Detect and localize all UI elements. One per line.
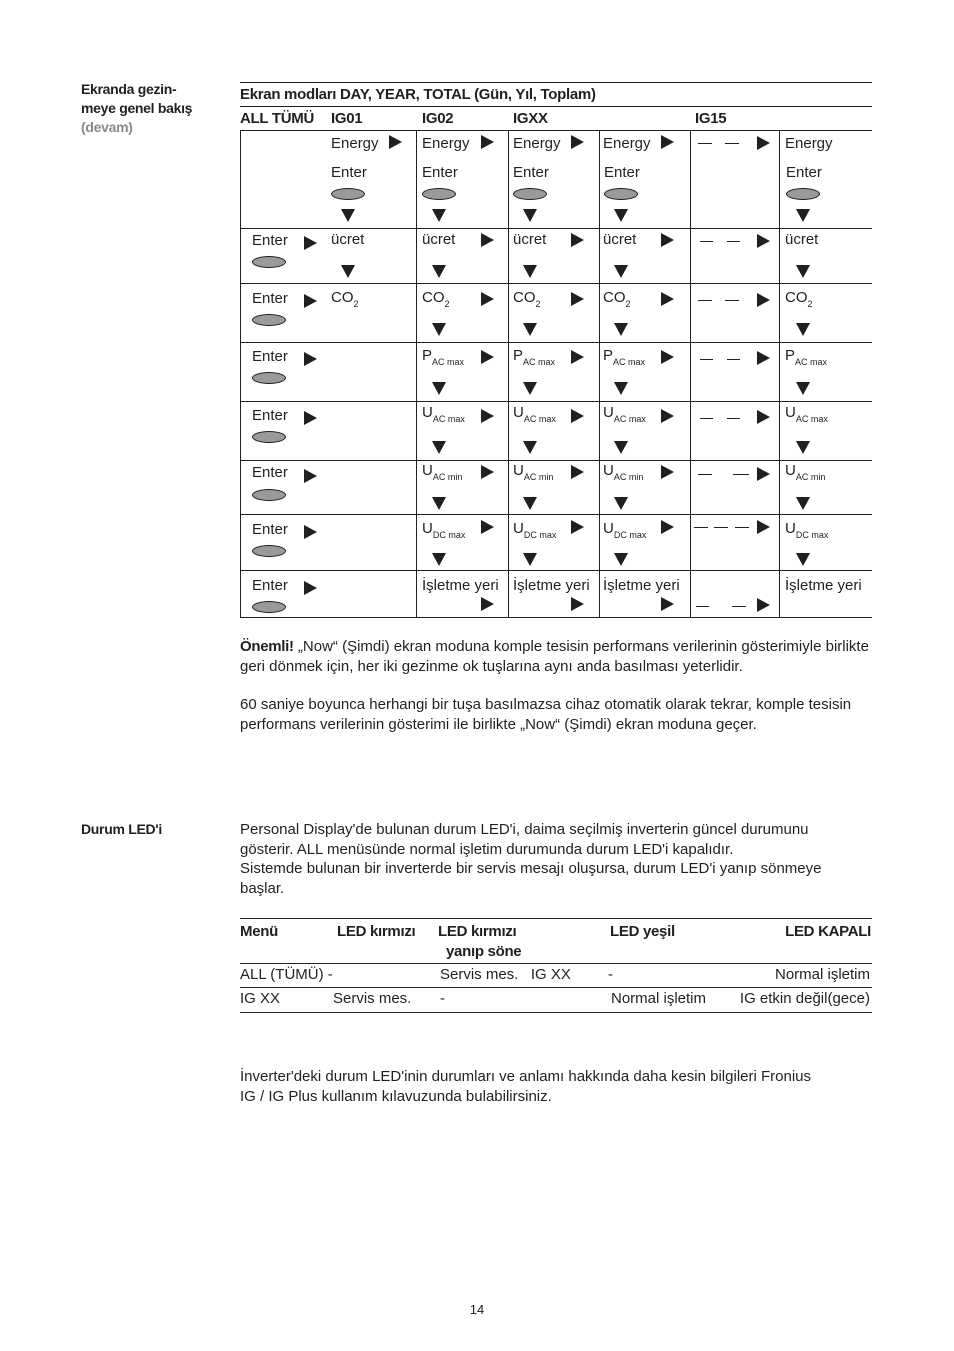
arrow-right-icon <box>571 409 584 423</box>
arrow-down-icon <box>432 497 446 510</box>
arrow-right-icon <box>304 294 317 308</box>
section-heading-navigation <box>81 80 192 137</box>
arrow-right-icon <box>757 410 770 424</box>
arrow-down-icon <box>614 497 628 510</box>
enter-label: Enter <box>513 164 549 181</box>
arrow-right-icon <box>661 465 674 479</box>
led-paragraph-line: başlar. <box>240 879 285 897</box>
led-row-green: Normal işletim <box>611 990 707 1007</box>
enter-button-icon <box>252 256 286 268</box>
dash-icon <box>700 418 713 419</box>
section-heading-sub: (devam) <box>81 119 133 135</box>
arrow-right-icon <box>571 350 584 364</box>
arrow-right-icon <box>661 233 674 247</box>
led-paragraph-line: Personal Display'de bulunan durum LED'i, daima seçilmiş inverterin güncel durumunu <box>240 821 809 838</box>
dash-icon <box>725 143 739 144</box>
pac-max-label: $P_{AC max}$ <box>513 347 556 367</box>
enter-button-icon <box>252 431 286 443</box>
arrow-down-icon <box>523 323 537 336</box>
page-number: 14 <box>469 1302 485 1317</box>
uac-max-label: $U_{AC max}$ <box>603 404 646 424</box>
important-text: „Now“ (Şimdi) ekran moduna komple tesisin performans verilerinin gösterimiyle birlikte geri dönmek için, her iki gezinme ok tuşlarına aynı anda basılması yeterlidir. <box>240 638 869 675</box>
led-paragraph <box>240 820 880 898</box>
arrow-right-icon <box>481 135 494 149</box>
col-header-all: ALL TÜMÜ <box>240 110 314 127</box>
arrow-right-icon <box>481 233 494 247</box>
uac-min-label: $U_{AC min}$ <box>513 462 554 482</box>
reference-paragraph-line: IG / IG Plus kullanım kılavuzunda bulabilirsiniz. <box>240 1087 552 1105</box>
enter-label: Enter <box>604 164 640 181</box>
uac-min-label: $U_{AC min}$ <box>422 462 463 482</box>
arrow-down-icon <box>432 441 446 454</box>
enter-button-icon <box>252 314 286 326</box>
arrow-right-icon <box>571 465 584 479</box>
arrow-down-icon <box>614 441 628 454</box>
dash-icon <box>732 606 746 607</box>
arrow-down-icon <box>341 209 355 222</box>
ucret-label: ücret <box>513 231 547 248</box>
arrow-right-icon <box>481 520 494 534</box>
energy-label: Energy <box>785 135 833 152</box>
led-paragraph-line: gösterir. ALL menüsünde normal işletim durumunda durum LED'i kapalıdır. <box>240 840 734 858</box>
enter-button-icon <box>786 188 820 200</box>
arrow-right-icon <box>661 409 674 423</box>
enter-label: Enter <box>252 348 288 365</box>
arrow-right-icon <box>304 581 317 595</box>
arrow-right-icon <box>571 520 584 534</box>
udc-max-label: $U_{DC max}$ <box>603 520 647 540</box>
arrow-right-icon <box>661 597 674 611</box>
udc-max-label: $U_{DC max}$ <box>513 520 557 540</box>
dash-icon <box>714 527 728 528</box>
reference-paragraph <box>240 1067 880 1106</box>
energy-label: Energy <box>513 135 561 152</box>
enter-button-icon <box>331 188 365 200</box>
arrow-right-icon <box>481 465 494 479</box>
enter-label: Enter <box>331 164 367 181</box>
table-title: Ekran modları DAY, YEAR, TOTAL (Gün, Yıl, Toplam) <box>240 86 596 103</box>
arrow-right-icon <box>757 467 770 481</box>
dash-icon <box>735 527 749 528</box>
pac-max-label: $P_{AC max}$ <box>422 347 465 367</box>
led-row-off: Normal işletim <box>774 966 870 983</box>
col-header-ig01: IG01 <box>331 110 363 127</box>
led-col-red: LED kırmızı <box>337 923 416 940</box>
led-col-blink: LED kırmızı yanıp söne <box>438 923 522 960</box>
arrow-down-icon <box>796 382 810 395</box>
dash-icon <box>694 527 708 528</box>
co2-label: $CO_2$ <box>422 289 450 309</box>
enter-label: Enter <box>252 232 288 249</box>
co2-label: $CO_2$ <box>785 289 813 309</box>
arrow-right-icon <box>304 236 317 250</box>
arrow-right-icon <box>757 598 770 612</box>
arrow-down-icon <box>614 265 628 278</box>
section-heading-led: Durum LED'i <box>81 821 162 837</box>
isletme-yeri-label: İşletme yeri <box>785 577 862 594</box>
arrow-down-icon <box>432 265 446 278</box>
uac-min-label: $U_{AC min}$ <box>603 462 644 482</box>
arrow-down-icon <box>432 323 446 336</box>
arrow-down-icon <box>614 382 628 395</box>
dash-icon <box>727 241 740 242</box>
energy-label: Energy <box>422 135 470 152</box>
enter-button-icon <box>252 601 286 613</box>
enter-label: Enter <box>252 521 288 538</box>
arrow-down-icon <box>614 323 628 336</box>
important-label: Önemli! <box>240 638 294 655</box>
isletme-yeri-label: İşletme yeri <box>513 577 590 594</box>
arrow-right-icon <box>757 520 770 534</box>
arrow-down-icon <box>614 553 628 566</box>
arrow-right-icon <box>571 597 584 611</box>
udc-max-label: $U_{DC max}$ <box>785 520 829 540</box>
energy-label: Energy <box>331 135 379 152</box>
arrow-right-icon <box>661 292 674 306</box>
arrow-down-icon <box>523 497 537 510</box>
dash-icon <box>725 300 739 301</box>
udc-max-label: $U_{DC max}$ <box>422 520 466 540</box>
dash-icon <box>698 300 712 301</box>
arrow-right-icon <box>481 350 494 364</box>
arrow-down-icon <box>432 382 446 395</box>
reference-paragraph-line: İnverter'deki durum LED'inin durumları ve anlamı hakkında daha kesin bilgileri Fronius <box>240 1068 812 1085</box>
arrow-down-icon <box>796 441 810 454</box>
arrow-right-icon <box>304 525 317 539</box>
arrow-right-icon <box>571 233 584 247</box>
arrow-down-icon <box>523 553 537 566</box>
led-row-menu: IG XX <box>240 990 281 1007</box>
arrow-down-icon <box>523 209 537 222</box>
section-heading-line2: meye genel bakış <box>81 100 193 116</box>
enter-label: Enter <box>252 577 288 594</box>
enter-label: Enter <box>252 290 288 307</box>
arrow-down-icon <box>523 265 537 278</box>
enter-label: Enter <box>786 164 822 181</box>
arrow-down-icon <box>796 323 810 336</box>
ucret-label: ücret <box>603 231 637 248</box>
arrow-right-icon <box>304 352 317 366</box>
led-col-menu: Menü <box>240 923 278 940</box>
isletme-yeri-label: İşletme yeri <box>603 577 680 594</box>
arrow-right-icon <box>389 135 402 149</box>
co2-label: $CO_2$ <box>603 289 631 309</box>
arrow-down-icon <box>614 209 628 222</box>
dash-icon <box>727 359 740 360</box>
enter-button-icon <box>252 545 286 557</box>
arrow-right-icon <box>757 293 770 307</box>
uac-min-label: $U_{AC min}$ <box>785 462 826 482</box>
led-row-red: Servis mes. <box>333 990 412 1007</box>
section-heading-line1: Ekranda gezin- <box>81 81 177 97</box>
arrow-down-icon <box>523 441 537 454</box>
enter-button-icon <box>513 188 547 200</box>
led-row-off: IG etkin değil(gece) <box>739 990 870 1007</box>
arrow-right-icon <box>304 469 317 483</box>
arrow-right-icon <box>481 292 494 306</box>
uac-max-label: $U_{AC max}$ <box>513 404 556 424</box>
arrow-right-icon <box>661 350 674 364</box>
arrow-right-icon <box>757 234 770 248</box>
arrow-down-icon <box>432 209 446 222</box>
ucret-label: ücret <box>331 231 365 248</box>
energy-label: Energy <box>603 135 651 152</box>
pac-max-label: $P_{AC max}$ <box>785 347 828 367</box>
arrow-right-icon <box>661 135 674 149</box>
isletme-yeri-label: İşletme yeri <box>422 577 499 594</box>
uac-max-label: $U_{AC max}$ <box>422 404 465 424</box>
arrow-down-icon <box>523 382 537 395</box>
ucret-label: ücret <box>785 231 819 248</box>
co2-label: $CO_2$ <box>331 289 359 309</box>
enter-button-icon <box>604 188 638 200</box>
co2-label: $CO_2$ <box>513 289 541 309</box>
enter-button-icon <box>252 372 286 384</box>
col-header-ig15: IG15 <box>695 110 727 127</box>
led-col-green: LED yeşil <box>610 923 675 940</box>
arrow-down-icon <box>796 497 810 510</box>
arrow-right-icon <box>757 136 770 150</box>
ucret-label: ücret <box>422 231 456 248</box>
dash-icon <box>696 606 709 607</box>
dash-icon <box>733 474 749 475</box>
arrow-down-icon <box>432 553 446 566</box>
arrow-down-icon <box>796 265 810 278</box>
enter-button-icon <box>252 489 286 501</box>
arrow-right-icon <box>304 411 317 425</box>
important-note <box>240 637 880 676</box>
enter-label: Enter <box>252 407 288 424</box>
uac-max-label: $U_{AC max}$ <box>785 404 828 424</box>
dash-icon <box>727 418 740 419</box>
arrow-right-icon <box>481 409 494 423</box>
led-row-menu: ALL (TÜMÜ) - <box>240 966 333 983</box>
arrow-down-icon <box>796 553 810 566</box>
arrow-down-icon <box>796 209 810 222</box>
enter-label: Enter <box>252 464 288 481</box>
arrow-down-icon <box>341 265 355 278</box>
dash-icon <box>698 143 712 144</box>
arrow-right-icon <box>661 520 674 534</box>
led-row-blink: - <box>440 990 445 1007</box>
led-col-off: LED KAPALI <box>785 923 871 940</box>
timeout-paragraph: 60 saniye boyunca herhangi bir tuşa basılmazsa cihaz otomatik olarak tekrar, komple tesisin performans verilerinin gösterimi ile birlikte „Now“ (Şimdi) ekran moduna geçer. <box>240 696 852 733</box>
dash-icon <box>700 359 713 360</box>
enter-label: Enter <box>422 164 458 181</box>
led-row-green: - <box>608 966 613 983</box>
pac-max-label: $P_{AC max}$ <box>603 347 646 367</box>
col-header-igxx: IGXX <box>513 110 548 127</box>
arrow-right-icon <box>757 351 770 365</box>
dash-icon <box>698 474 712 475</box>
led-paragraph-line: Sistemde bulunan bir inverterde bir servis mesajı oluşursa, durum LED'i yanıp sönmeye <box>240 860 822 877</box>
col-header-ig02: IG02 <box>422 110 454 127</box>
arrow-right-icon <box>571 135 584 149</box>
arrow-right-icon <box>571 292 584 306</box>
enter-button-icon <box>422 188 456 200</box>
dash-icon <box>700 241 713 242</box>
arrow-right-icon <box>481 597 494 611</box>
led-row-blink: Servis mes. IG XX <box>440 966 571 983</box>
